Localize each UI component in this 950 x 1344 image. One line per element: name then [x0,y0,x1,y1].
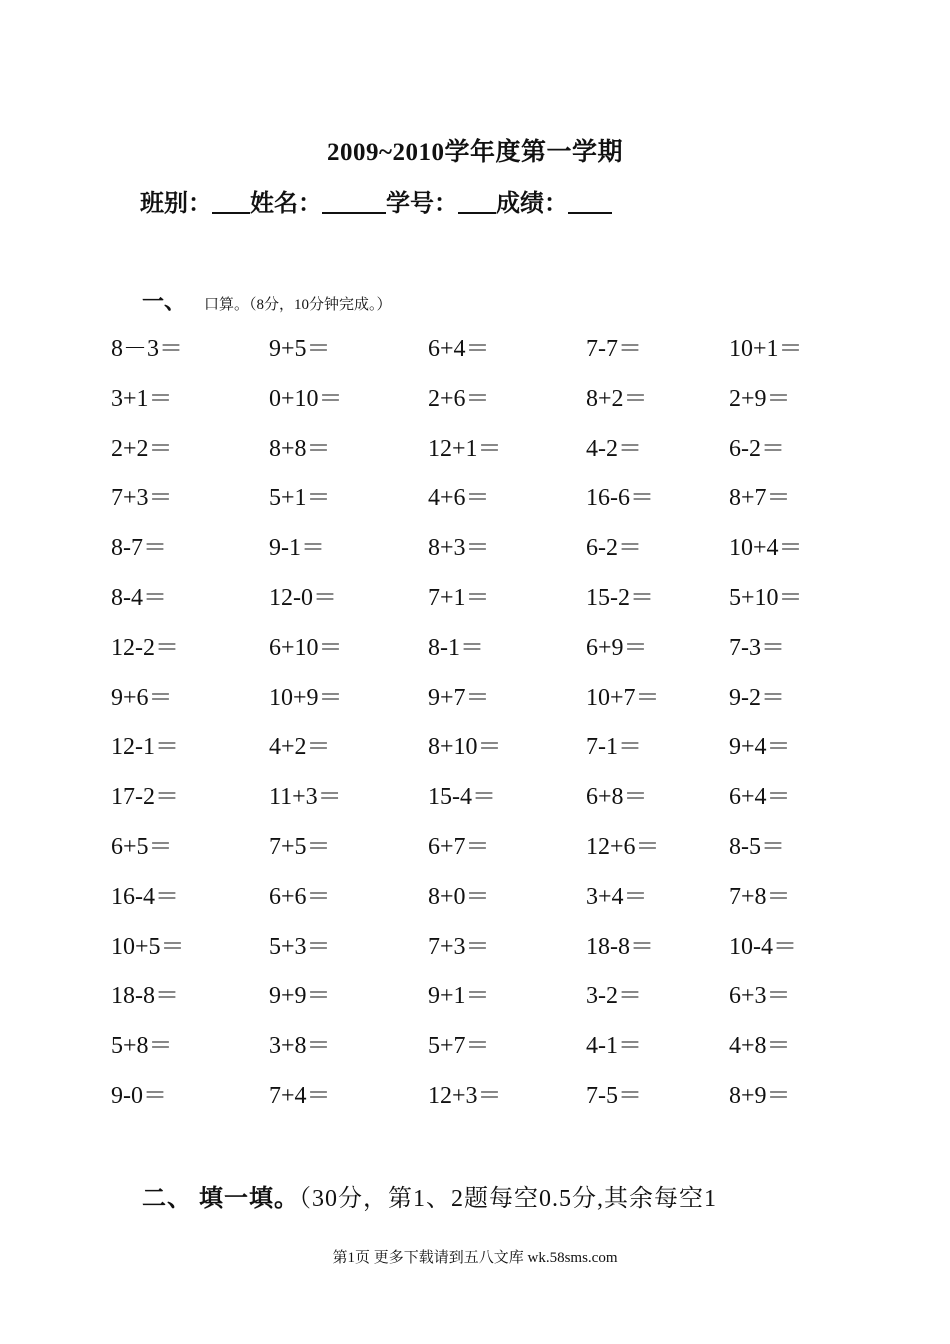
calc-problem: 3+1＝ [111,386,173,412]
class-label: 班别： [140,191,212,217]
score-label: 成绩： [496,191,568,217]
page-footer: 第1页 更多下载请到五八文库 wk.58sms.com [332,1250,618,1266]
calc-problem: 18-8＝ [111,983,179,1009]
calc-problem: 5+10＝ [729,585,803,611]
calc-problem: 10+9＝ [269,685,343,711]
calc-problem: 15-2＝ [586,585,654,611]
calc-problem: 4+2＝ [269,734,331,760]
calc-problem: 6+4＝ [729,784,791,810]
calc-problem: 8-4＝ [111,585,167,611]
calc-problem: 12-1＝ [111,734,179,760]
calc-problem: 5+1＝ [269,485,331,511]
score-blank [568,188,612,214]
calc-problem: 8+7＝ [729,485,791,511]
calc-problem: 8-5＝ [729,834,785,860]
calc-problem: 7-5＝ [586,1083,642,1109]
calc-problem: 5+7＝ [428,1033,490,1059]
calc-problem: 10+7＝ [586,685,660,711]
calc-problem: 9-0＝ [111,1083,167,1109]
section2-instruction: （30分，第1、2题每空0.5分,其余每空1 [299,1186,717,1212]
calc-problem: 3+4＝ [586,884,648,910]
calc-problem: 8+2＝ [586,386,648,412]
calc-problem: 9-2＝ [729,685,785,711]
calc-problem: 2+6＝ [428,386,490,412]
calc-problem: 7+5＝ [269,834,331,860]
calc-problem: 10-4＝ [729,934,797,960]
calc-problem: 3-2＝ [586,983,642,1009]
calc-problem: 9-1＝ [269,535,325,561]
calc-problem: 18-8＝ [586,934,654,960]
calc-problem: 6+5＝ [111,834,173,860]
name-label: 姓名： [250,191,322,217]
calc-problem: 4+6＝ [428,485,490,511]
calc-problem: 7+8＝ [729,884,791,910]
calc-problem: 9+5＝ [269,336,331,362]
calc-problem: 10+4＝ [729,535,803,561]
calc-problem: 4-1＝ [586,1033,642,1059]
calc-problem: 12+3＝ [428,1083,502,1109]
calc-problem: 7-3＝ [729,635,785,661]
student-info-line [140,183,612,218]
calc-problem: 3+8＝ [269,1033,331,1059]
calc-problem: 7-1＝ [586,734,642,760]
calc-problem: 6+7＝ [428,834,490,860]
section2-number: 二、 [142,1186,192,1212]
calc-problem: 5+3＝ [269,934,331,960]
calc-problem: 5+8＝ [111,1033,173,1059]
calc-problem: 9+1＝ [428,983,490,1009]
calc-problem: 4+8＝ [729,1033,791,1059]
calc-problem: 2+9＝ [729,386,791,412]
calc-problem: 8+10＝ [428,734,502,760]
calc-problem: 4-2＝ [586,436,642,462]
calc-problem: 7-7＝ [586,336,642,362]
calc-problem: 6-2＝ [586,535,642,561]
calc-problem: 6+4＝ [428,336,490,362]
section1-heading [142,285,392,316]
calc-problem: 9+7＝ [428,685,490,711]
calc-problem: 9+4＝ [729,734,791,760]
calc-problem: 7+3＝ [111,485,173,511]
calc-problem: 10+5＝ [111,934,185,960]
calc-problem: 0+10＝ [269,386,343,412]
calc-problem: 2+2＝ [111,436,173,462]
calc-problem: 17-2＝ [111,784,179,810]
calc-problem: 6+6＝ [269,884,331,910]
calc-problem: 8+0＝ [428,884,490,910]
calc-problem: 9+6＝ [111,685,173,711]
calc-problem: 16-4＝ [111,884,179,910]
calc-problem: 8+3＝ [428,535,490,561]
calc-problem: 8-7＝ [111,535,167,561]
calc-problem: 7+1＝ [428,585,490,611]
section2-heading [142,1178,717,1213]
calc-problem: 16-6＝ [586,485,654,511]
calc-problem: 6+9＝ [586,635,648,661]
calc-problem: 9+9＝ [269,983,331,1009]
page-title: 2009~2010学年度第一学期 [326,139,623,166]
calc-problem: 7+4＝ [269,1083,331,1109]
calc-problem: 11+3＝ [269,784,342,810]
calc-problem: 8+9＝ [729,1083,791,1109]
calc-problem: 7+3＝ [428,934,490,960]
calc-problem: 12+6＝ [586,834,660,860]
calc-problem: 8+8＝ [269,436,331,462]
number-label: 学号： [386,191,458,217]
calc-problem: 6+10＝ [269,635,343,661]
calc-problem: 12+1＝ [428,436,502,462]
section1-number: 一、 [142,289,187,314]
calc-problem: 12-0＝ [269,585,337,611]
name-blank [322,188,386,214]
class-blank [212,188,250,214]
section1-instruction: 口算。（8分，10分钟完成。） [204,297,392,313]
calc-problem: 8－3＝ [111,336,183,362]
calc-problem: 6+3＝ [729,983,791,1009]
calc-problem: 8-1＝ [428,635,484,661]
section2-title: 填一填。 [199,1186,299,1212]
calc-problem: 6-2＝ [729,436,785,462]
number-blank [458,188,496,214]
calc-problem: 10+1＝ [729,336,803,362]
calc-problem: 15-4＝ [428,784,496,810]
calc-problem: 12-2＝ [111,635,179,661]
calc-problem: 6+8＝ [586,784,648,810]
